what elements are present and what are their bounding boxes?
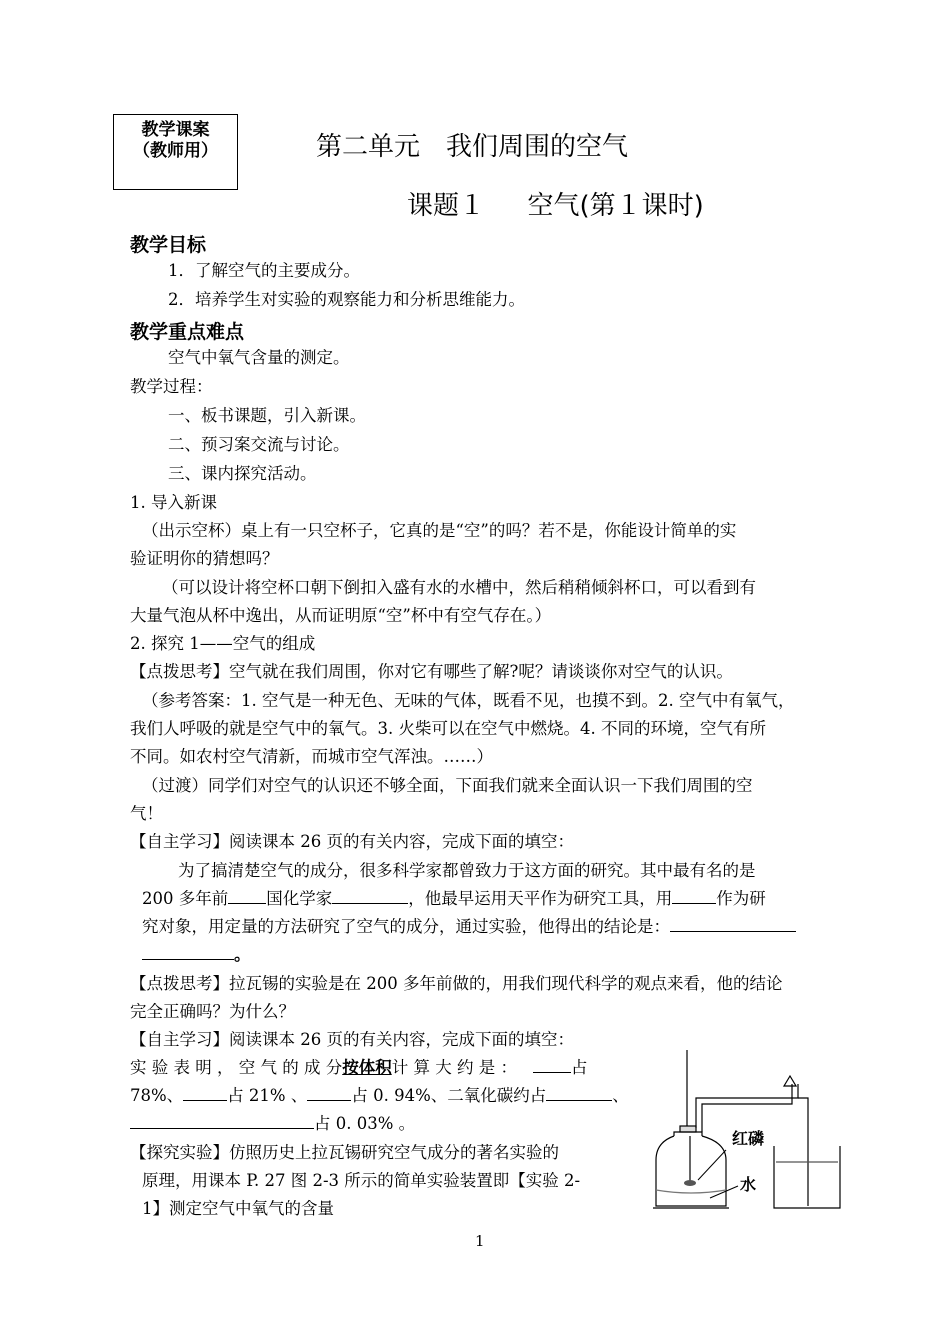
experiment-line-1: 【探究实验】仿照历史上拉瓦锡研究空气成分的著名实验的 [130,1143,559,1162]
fill-blank-conclusion[interactable] [670,915,796,932]
answer-line-1: （参考答案：1. 空气是一种无色、无味的气体，既看不见，也摸不到。2. 空气中有氧气， [142,691,795,710]
label-water: 水 [740,1175,757,1194]
jar-stopper [680,1126,696,1132]
fill-blank-nitrogen[interactable] [533,1056,571,1073]
goal-item-1: 1．了解空气的主要成分。 [168,261,360,280]
delivery-tube-outer [696,1084,798,1128]
goals-heading: 教学目标 [130,234,207,256]
transition-line-2: 气！ [130,804,163,823]
tube-into-beaker [798,1098,808,1206]
phosphorus-pointer [698,1150,726,1180]
process-step-1: 一、板书课题，引入新课。 [168,406,366,425]
transition-line-1: （过渡）同学们对空气的认识还不够全面，下面我们就来全面认识一下我们周围的空 [142,776,753,795]
fill1-line-2 [142,887,766,911]
study-1: 【自主学习】阅读课本 26 页的有关内容，完成下面的填空： [130,832,574,851]
keypoints-text: 空气中氧气含量的测定。 [168,348,350,367]
fill1-text-c: ，他最早运用天平作为研究工具，用 [408,889,673,908]
fill2-text-e: 78%、 [130,1086,184,1105]
water-line-jar [656,1190,726,1193]
section2-heading: 2. 探究 1——空气的组成 [130,634,316,653]
delivery-tube-inner [702,1084,792,1132]
lesson-title: 课题１ 空气(第１课时) [407,191,704,221]
section1-line-3: （可以设计将空杯口朝下倒扣入盛有水的水槽中，然后稍稍倾斜杯口，可以看到有 [162,578,756,597]
fill1-text-a: 200 多年前 [142,889,229,908]
fill2-text-c: 计 算 大 约 是 ： [391,1058,517,1077]
fill-blank-oxygen[interactable] [183,1084,227,1101]
fill2-text-i: 占 0. 03% 。 [314,1114,416,1133]
experiment-line-2: 原理，用课本 P. 27 图 2-3 所示的简单实验装置即【实验 2- [142,1171,581,1190]
answer-line-3: 不同。如农村空气清新，而城市空气浑浊。……） [130,747,493,766]
unit-title: 第二单元 我们周围的空气 [316,132,629,162]
process-step-3: 三、课内探究活动。 [168,464,317,483]
fill-blank-scientist[interactable] [332,887,408,904]
badge-line-1: 教学课案 [141,120,210,140]
fill-blank-country[interactable] [228,887,266,904]
fill1-text-d: 作为研 [716,889,766,908]
fill-blank-noble-gas[interactable] [307,1084,351,1101]
fill-blank-substance[interactable] [672,887,716,904]
section1-heading: 1. 导入新课 [130,493,217,512]
fill2-text-f: 占 21% 、 [227,1086,308,1105]
fill-blank-conclusion-cont[interactable] [142,943,234,960]
clamp [784,1076,796,1086]
fill2-text-g: 占 0. 94%、二氧化碳约占 [351,1086,547,1105]
label-red-phosphorus: 红磷 [732,1129,765,1148]
section1-line-1: （出示空杯）桌上有一只空杯子，它真的是“空”的吗？若不是，你能设计简单的实 [142,521,737,540]
fill1-line-4 [142,943,251,967]
experiment-line-3: 1】测定空气中氧气的含量 [142,1199,334,1218]
answer-line-2: 我们人呼吸的就是空气中的氧气。3. 火柴可以在空气中燃烧。4. 不同的环境，空气有所 [130,719,766,738]
keypoints-heading: 教学重点难点 [130,321,245,343]
fill-blank-others[interactable] [130,1112,314,1129]
fill2-line-1 [130,1056,587,1080]
study-2: 【自主学习】阅读课本 26 页的有关内容，完成下面的填空： [130,1030,574,1049]
process-step-2: 二、预习案交流与讨论。 [168,435,350,454]
red-phosphorus-spoon [684,1180,696,1186]
section1-line-4: 大量气泡从杯中逸出，从而证明原“空”杯中有空气存在。） [130,606,552,625]
process-heading: 教学过程： [130,377,213,396]
fill1-text-b: 国化学家 [266,889,333,908]
fill2-line-3 [130,1112,415,1136]
jar-neck [674,1132,702,1136]
teacher-badge [113,114,238,190]
fill-blank-co2[interactable] [546,1084,612,1101]
fill2-text-h: 、 [612,1086,629,1105]
badge-line-2: （教师用） [133,141,218,161]
goal-item-2: 2．培养学生对实验的观察能力和分析思维能力。 [168,290,525,309]
fill1-line-1: 为了搞清楚空气的成分，很多科学家都曾致力于这方面的研究。其中最有名的是 [178,861,756,880]
beaker [774,1146,840,1208]
page-number: 1 [475,1232,485,1250]
fill1-end: 。 [234,945,251,964]
fill1-line-3 [142,915,796,939]
fill2-line-2 [130,1084,629,1108]
think-1: 【点拨思考】空气就在我们周围，你对它有哪些了解?呢？请谈谈你对空气的认识。 [130,662,733,681]
by-volume-emphasis: 按体积 [342,1058,392,1077]
think-2-line-2: 完全正确吗？为什么？ [130,1002,295,1021]
fill2-text-a: 实 验 表 明 ， 空 气 的 成 分 [130,1058,343,1077]
fill2-text-d: 占 [570,1058,588,1077]
fill1-text-e: 究对象，用定量的方法研究了空气的成分，通过实验，他得出的结论是： [142,917,670,936]
section1-line-2: 验证明你的猜想吗？ [130,549,279,568]
think-2-line-1: 【点拨思考】拉瓦锡的实验是在 200 多年前做的，用我们现代科学的观点来看，他的结论 [130,974,783,993]
